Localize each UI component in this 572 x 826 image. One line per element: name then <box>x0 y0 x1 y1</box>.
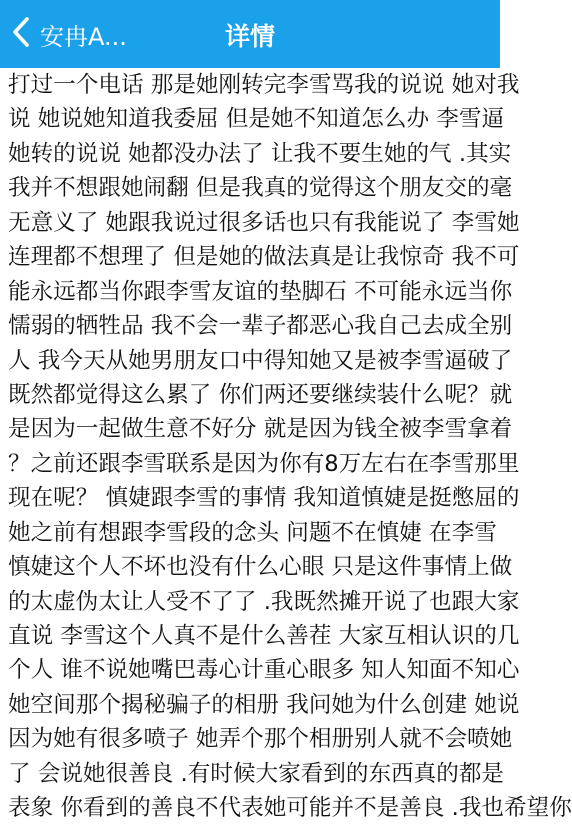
text-line: 现在呢？ 慎婕跟李雪的事情 我知道慎婕是挺憋屈的 <box>8 485 520 512</box>
text-line: 慎婕这个人不坏也没有什么心眼 只是这件事情上做 <box>8 554 513 581</box>
text-line: 她转的说说 她都没办法了 让我不要生她的气 .其实 <box>8 140 512 167</box>
post-content <box>8 68 572 826</box>
text-line: 能永远都当你跟李雪友谊的垫脚石 不可能永远当你 <box>8 278 513 305</box>
text-line: 个人 谁不说她嘴巴毒心计重心眼多 知人知面不知心 <box>8 657 520 684</box>
text-line: 连理都不想理了 但是她的做法真是让我惊奇 我不可 <box>8 244 520 271</box>
back-label: 安冉A... <box>40 22 127 51</box>
text-line: 无意义了 她跟我说过很多话也只有我能说了 李雪她 <box>8 209 520 236</box>
text-line: 表象 你看到的善良不代表她可能并不是善良 .我也希望你 <box>8 795 572 822</box>
text-line: 直说 李雪这个人真不是什么善茬 大家互相认识的几 <box>8 623 520 649</box>
text-line: 人 我今天从她男朋友口中得知她又是被李雪逼破了 <box>8 347 513 374</box>
text-line: ？之前还跟李雪联系是因为你有8万左右在李雪那里 <box>8 450 520 477</box>
text-line: 既然都觉得这么累了 你们两还要继续装什么呢？就 <box>8 381 513 408</box>
text-line: 是因为一起做生意不好分 就是因为钱全被李雪拿着 <box>8 416 513 443</box>
text-line: 的太虚伪太让人受不了了 .我既然摊开说了也跟大家 <box>8 588 520 615</box>
text-line: 打过一个电话 那是她刚转完李雪骂我的说说 她对我 <box>8 72 520 98</box>
text-line: 了 会说她很善良 .有时候大家看到的东西真的都是 <box>8 760 505 787</box>
top-navigation-bar <box>0 0 500 68</box>
text-line: 她之前有想跟李雪段的念头 问题不在慎婕 在李雪 <box>8 519 497 546</box>
text-line: 因为她有很多喷子 她弄个那个相册别人就不会喷她 <box>8 726 513 753</box>
text-line: 她空间那个揭秘骗子的相册 我问她为什么创建 她说 <box>8 691 520 718</box>
text-line: 懦弱的牺牲品 我不会一辈子都恶心我自己去成全别 <box>8 313 513 340</box>
page-title: 详情 <box>224 22 275 51</box>
text-line: 我并不想跟她闹翻 但是我真的觉得这个朋友交的毫 <box>8 175 513 202</box>
text-line: 说 她说她知道我委屈 但是她不知道怎么办 李雪逼 <box>8 106 505 133</box>
